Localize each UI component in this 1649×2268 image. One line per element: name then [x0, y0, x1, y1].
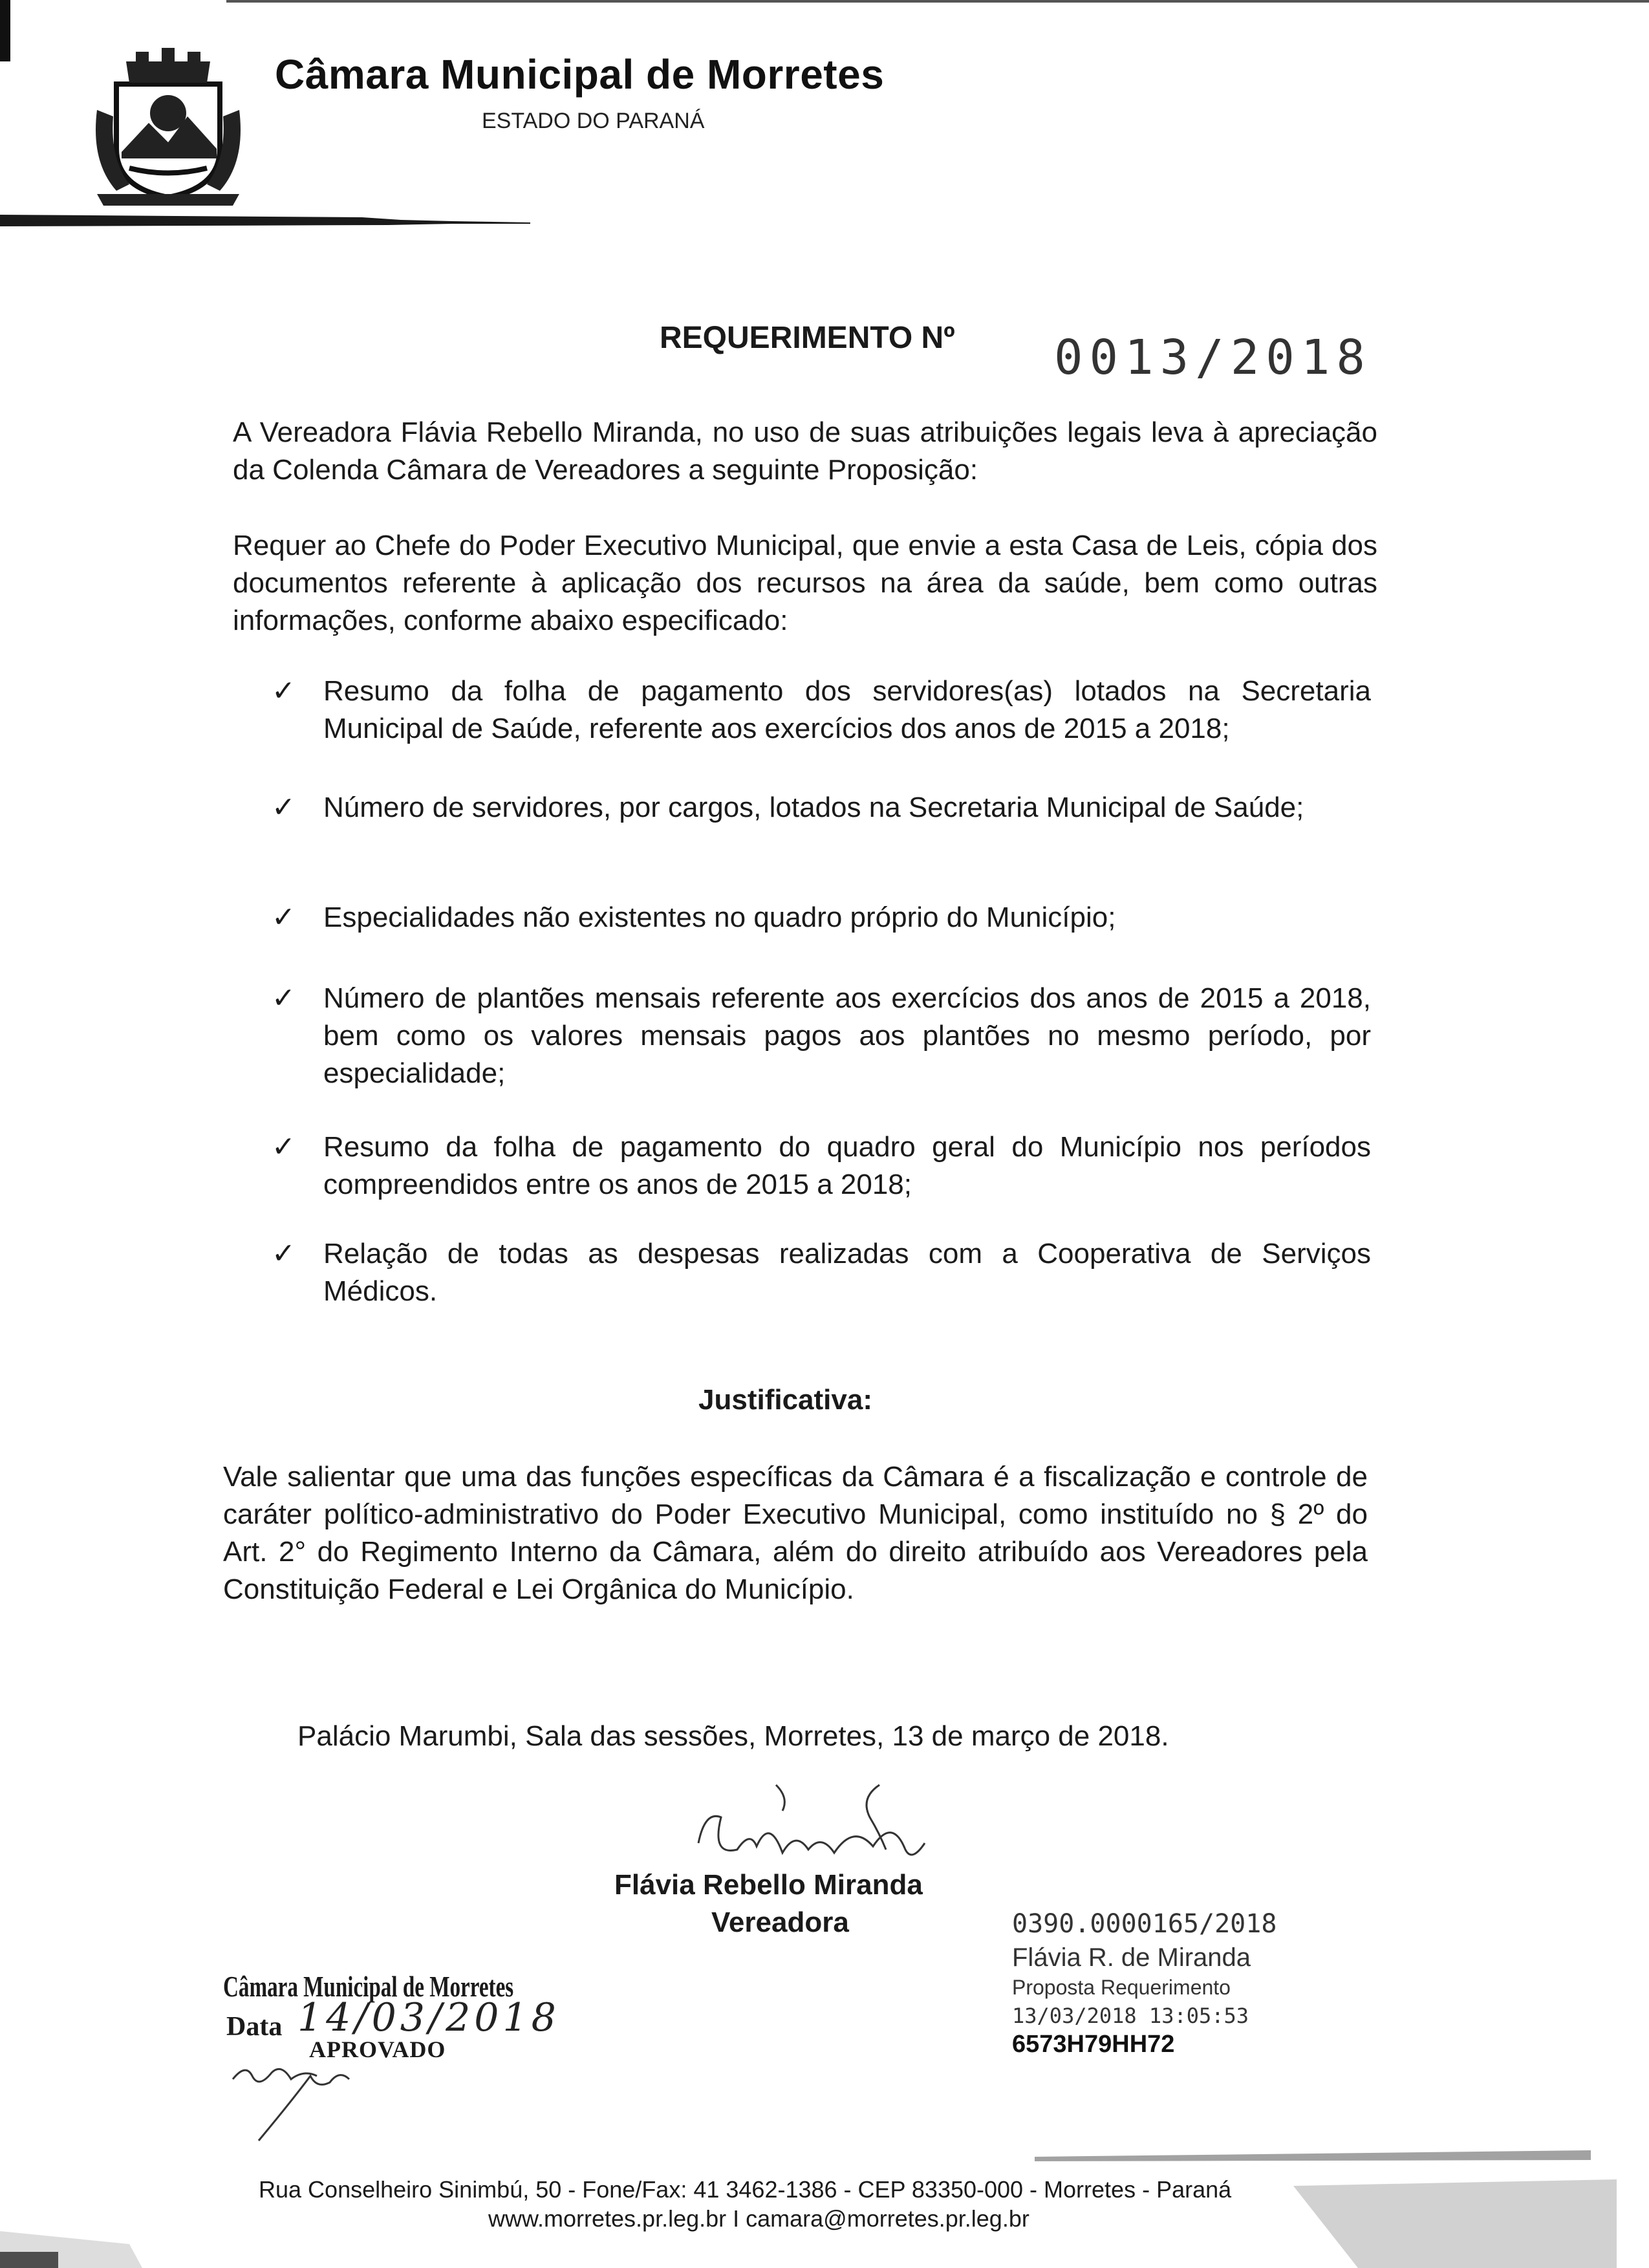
list-item: [272, 1235, 1371, 1310]
approval-date: 14/03/2018: [297, 1995, 560, 2040]
list-item: [272, 899, 1371, 936]
checkmark-icon: ✓: [272, 675, 296, 707]
requirement-label: REQUERIMENTO Nº: [660, 321, 955, 355]
list-item-text: Resumo da folha de pagamento do quadro geral do Município nos períodos compreendidos entre os anos de 2015 a 2018;: [323, 1131, 1371, 1200]
list-item: [272, 789, 1371, 826]
header-rule: [0, 213, 530, 228]
handwritten-signature: [685, 1772, 957, 1882]
approval-status: APROVADO: [309, 2036, 446, 2062]
checkmark-icon: ✓: [272, 902, 296, 933]
signer-name: Flávia Rebello Miranda: [614, 1869, 923, 1901]
justification-paragraph: Vale salientar que uma das funções específicas da Câmara é a fiscalização e controle de caráter político-administrativo do Poder Executivo Municipal, como instituído no § 2º do Art. 2° do Regimento Interno da Câmara, além do direito atribuído aos Vereadores pela Constituição Federal e Lei Orgânica do Município.: [223, 1461, 1368, 1605]
list-item: [272, 1129, 1371, 1204]
list-item: [272, 673, 1371, 748]
protocol-datetime: 13/03/2018 13:05:53: [1012, 2003, 1249, 2028]
checkmark-icon: ✓: [272, 1131, 296, 1163]
list-item-text: Especialidades não existentes no quadro próprio do Município;: [323, 902, 1116, 933]
approval-initials: [220, 2050, 414, 2147]
signer-role: Vereadora: [711, 1906, 849, 1938]
institution-title: Câmara Municipal de Morretes: [275, 51, 885, 98]
checkmark-icon: ✓: [272, 982, 296, 1014]
approval-stamp-title: Câmara Municipal de Morretes: [223, 1970, 514, 2003]
scan-edge-top: [226, 0, 1649, 3]
list-item: [272, 980, 1371, 1092]
protocol-type: Proposta Requerimento: [1012, 1976, 1231, 1999]
justification-heading: Justificativa:: [698, 1384, 872, 1416]
footer-address: Rua Conselheiro Sinimbú, 50 - Fone/Fax: 41 3462-1386 - CEP 83350-000 - Morretes - Paraná: [259, 2176, 1232, 2203]
list-item-text: Número de servidores, por cargos, lotados na Secretaria Municipal de Saúde;: [323, 792, 1304, 823]
protocol-code: 0390.0000165/2018: [1012, 1909, 1277, 1939]
footer-contact: www.morretes.pr.leg.br I camara@morretes.pr.leg.br: [488, 2205, 1029, 2232]
protocol-author: Flávia R. de Miranda: [1012, 1943, 1251, 1972]
approval-date-label: Data: [226, 2012, 283, 2042]
requirement-number: 0013/2018: [1054, 330, 1372, 385]
checkmark-icon: ✓: [272, 792, 296, 823]
closing-line: Palácio Marumbi, Sala das sessões, Morretes, 13 de março de 2018.: [297, 1720, 1169, 1752]
scan-edge-top-left: [0, 0, 10, 61]
request-paragraph: Requer ao Chefe do Poder Executivo Municipal, que envie a esta Casa de Leis, cópia dos documentos referente à aplicação dos recursos na área da saúde, bem como outras informações, conforme abaixo especificado:: [233, 530, 1377, 636]
list-item-text: Número de plantões mensais referente aos exercícios dos anos de 2015 a 2018, bem como os valores mensais pagos aos plantões no mesmo período, por especialidade;: [323, 982, 1371, 1089]
intro-paragraph: A Vereadora Flávia Rebello Miranda, no uso de suas atribuições legais leva à apreciação da Colenda Câmara de Vereadores a seguinte Proposição:: [233, 416, 1377, 486]
list-item-text: Relação de todas as despesas realizadas com a Cooperativa de Serviços Médicos.: [323, 1238, 1371, 1307]
state-subtitle: ESTADO DO PARANÁ: [482, 109, 705, 133]
list-item-text: Resumo da folha de pagamento dos servidores(as) lotados na Secretaria Municipal de Saúde, referente aos exercícios dos anos de 2015 a 2018;: [323, 675, 1371, 744]
municipal-crest-icon: [91, 39, 246, 207]
protocol-hash: 6573H79HH72: [1012, 2031, 1175, 2058]
checkmark-icon: ✓: [272, 1238, 296, 1269]
